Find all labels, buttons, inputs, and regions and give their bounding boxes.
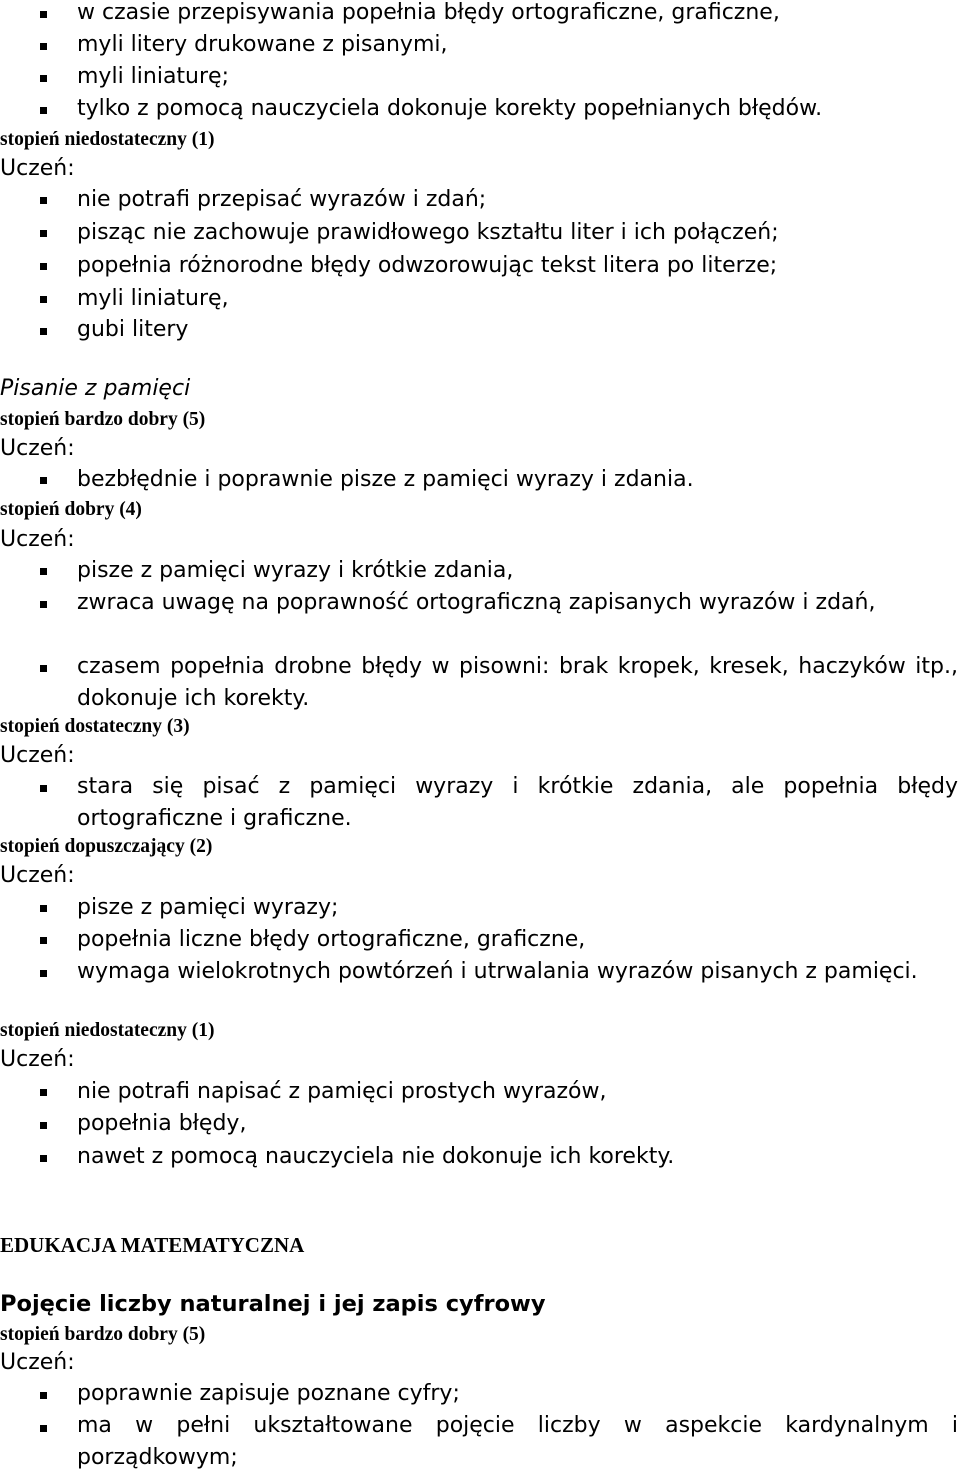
student-label: Uczeń:	[0, 863, 75, 888]
bullet-icon	[40, 11, 47, 18]
list-item: nawet z pomocą nauczyciela nie dokonuje ich korekty.	[77, 1144, 675, 1169]
bullet-icon	[40, 1155, 47, 1162]
bullet-icon	[40, 263, 47, 270]
bullet-icon	[40, 1089, 47, 1096]
list-item: tylko z pomocą nauczyciela dokonuje korekty popełnianych błędów.	[77, 96, 823, 121]
grade-heading: stopień dostateczny (3)	[0, 716, 190, 737]
list-item: popełnia błędy,	[77, 1111, 247, 1136]
bullet-icon	[40, 1392, 47, 1399]
list-item: w czasie przepisywania popełnia błędy ortograficzne, graficzne,	[77, 0, 780, 25]
list-item: gubi litery	[77, 317, 189, 342]
grade-heading: stopień niedostateczny (1)	[0, 129, 215, 150]
bullet-icon	[40, 1425, 47, 1432]
list-item: nie potrafi napisać z pamięci prostych wyrazów,	[77, 1079, 607, 1104]
list-item: nie potrafi przepisać wyrazów i zdań;	[77, 187, 487, 212]
grade-heading: stopień dobry (4)	[0, 499, 142, 520]
grade-heading: stopień bardzo dobry (5)	[0, 1324, 206, 1345]
student-label: Uczeń:	[0, 743, 75, 768]
list-item: popełnia liczne błędy ortograficzne, graficzne,	[77, 927, 586, 952]
bullet-icon	[40, 568, 47, 575]
bullet-icon	[40, 937, 47, 944]
bullet-icon	[40, 296, 47, 303]
list-item: pisząc nie zachowuje prawidłowego kształtu liter i ich połączeń;	[77, 220, 779, 245]
bullet-icon	[40, 785, 47, 792]
bullet-icon	[40, 75, 47, 82]
list-item: poprawnie zapisuje poznane cyfry;	[77, 1381, 460, 1406]
grade-heading: stopień niedostateczny (1)	[0, 1020, 215, 1041]
list-item: pisze z pamięci wyrazy i krótkie zdania,	[77, 558, 514, 583]
bullet-icon	[40, 477, 47, 484]
list-item: wymaga wielokrotnych powtórzeń i utrwalania wyrazów pisanych z pamięci.	[77, 959, 918, 984]
list-item: ma w pełni ukształtowane pojęcie liczby w aspekcie kardynalnym i porządkowym;	[77, 1413, 958, 1470]
list-item: pisze z pamięci wyrazy;	[77, 895, 339, 920]
list-item: zwraca uwagę na poprawność ortograficzną zapisanych wyrazów i zdań,	[77, 590, 876, 615]
student-label: Uczeń:	[0, 1047, 75, 1072]
list-item: popełnia różnorodne błędy odwzorowując tekst litera po literze;	[77, 253, 778, 278]
bullet-icon	[40, 43, 47, 50]
bullet-icon	[40, 665, 47, 672]
list-item: myli litery drukowane z pisanymi,	[77, 32, 448, 57]
list-item: myli liniaturę,	[77, 286, 229, 311]
bullet-icon	[40, 107, 47, 114]
list-item: bezbłędnie i poprawnie pisze z pamięci wyrazy i zdania.	[77, 467, 694, 492]
list-item: stara się pisać z pamięci wyrazy i krótkie zdania, ale popełnia błędy ortograficzne i graficzne.	[77, 774, 958, 831]
bullet-icon	[40, 601, 47, 608]
section-title: Pisanie z pamięci	[0, 376, 191, 401]
bullet-icon	[40, 230, 47, 237]
bullet-icon	[40, 328, 47, 335]
student-label: Uczeń:	[0, 1350, 75, 1375]
bullet-icon	[40, 970, 47, 977]
bullet-icon	[40, 905, 47, 912]
grade-heading: stopień dopuszczający (2)	[0, 836, 213, 857]
student-label: Uczeń:	[0, 436, 75, 461]
bullet-icon	[40, 1122, 47, 1129]
list-item: czasem popełnia drobne błędy w pisowni: brak kropek, kresek, haczyków itp., dokonuje ich korekty.	[77, 654, 958, 711]
list-item: myli liniaturę;	[77, 64, 229, 89]
student-label: Uczeń:	[0, 527, 75, 552]
student-label: Uczeń:	[0, 156, 75, 181]
grade-heading: stopień bardzo dobry (5)	[0, 409, 206, 430]
bullet-icon	[40, 197, 47, 204]
topic-title: Pojęcie liczby naturalnej i jej zapis cyfrowy	[0, 1291, 546, 1317]
section-title: EDUKACJA MATEMATYCZNA	[0, 1233, 305, 1257]
